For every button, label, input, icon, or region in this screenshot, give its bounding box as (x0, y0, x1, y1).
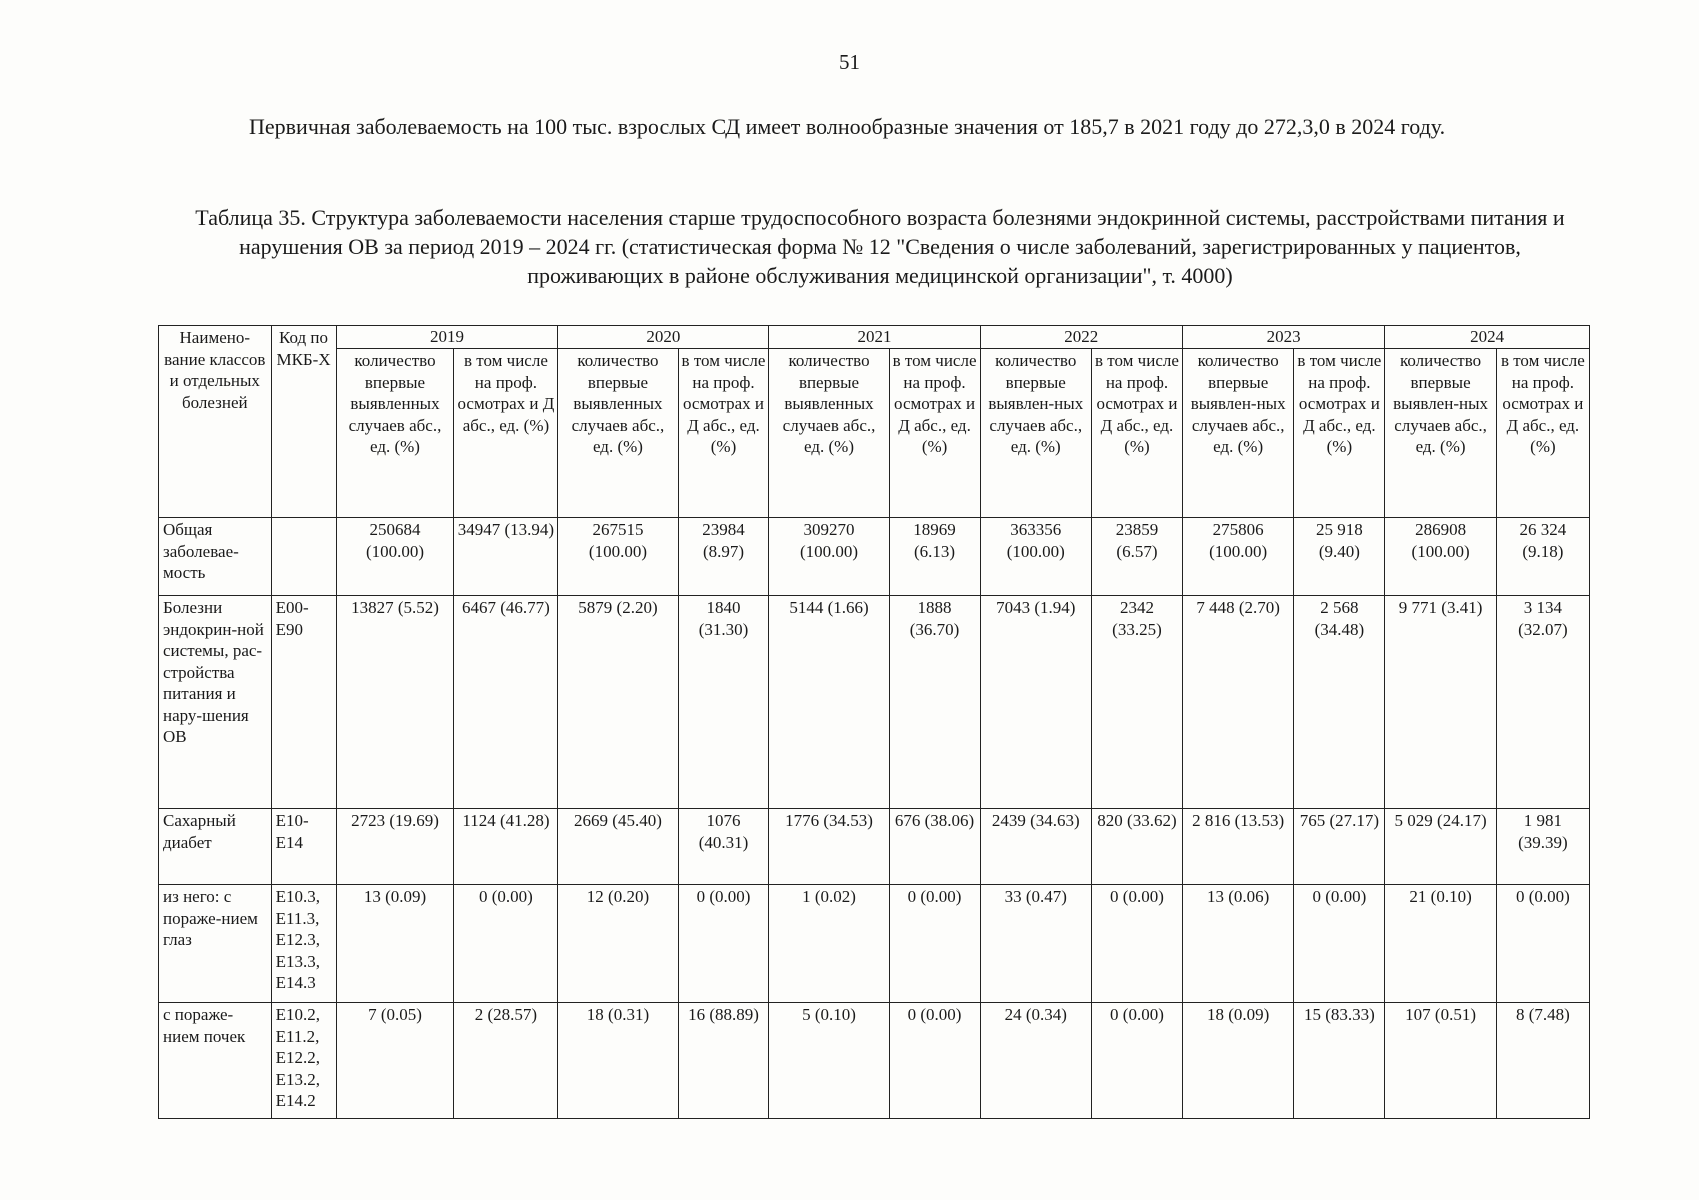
cell: 309270 (100.00) (769, 518, 889, 596)
cell: 1888 (36.70) (889, 596, 980, 809)
cell: 2342 (33.25) (1092, 596, 1183, 809)
header-new-cases: количество впервые выявленных случаев абс., ед. (%) (558, 349, 678, 518)
cell: 0 (0.00) (678, 885, 769, 1003)
morbidity-table (158, 325, 1590, 1119)
table-row (159, 518, 1590, 596)
cell: 8 (7.48) (1496, 1003, 1589, 1119)
cell: 23859 (6.57) (1092, 518, 1183, 596)
row-name: из него: с пораже-нием глаз (159, 885, 272, 1003)
header-checkups: в том числе на проф. осмотрах и Д абс., ед. (%) (454, 349, 558, 518)
row-code: E00-E90 (271, 596, 336, 809)
header-new-cases: количество впервые выявленных случаев абс., ед. (%) (769, 349, 889, 518)
cell: 286908 (100.00) (1385, 518, 1496, 596)
table-caption: Таблица 35. Структура заболеваемости населения старше трудоспособного возраста болезнями эндокринной системы, расстройствами питания и нарушения ОВ за период 2019 – 2024 гг. (статистическая форма № 12 "Сведения о числе заболеваний, зарегистрированных у пациентов, проживающих в районе обслуживания медицинской организации", т. 4000) (195, 205, 1565, 288)
table-row (159, 809, 1590, 885)
cell: 18 (0.09) (1182, 1003, 1293, 1119)
cell: 18969 (6.13) (889, 518, 980, 596)
cell: 7 448 (2.70) (1182, 596, 1293, 809)
cell: 1840 (31.30) (678, 596, 769, 809)
cell: 34947 (13.94) (454, 518, 558, 596)
cell: 1776 (34.53) (769, 809, 889, 885)
cell: 15 (83.33) (1294, 1003, 1385, 1119)
header-new-cases: количество впервые выявленных случаев абс., ед. (%) (336, 349, 454, 518)
cell: 2 568 (34.48) (1294, 596, 1385, 809)
cell: 2439 (34.63) (980, 809, 1091, 885)
header-checkups: в том числе на проф. осмотрах и Д абс., ед. (%) (1496, 349, 1589, 518)
cell: 33 (0.47) (980, 885, 1091, 1003)
header-year: 2022 (980, 326, 1182, 349)
cell: 765 (27.17) (1294, 809, 1385, 885)
row-name: с пораже-нием почек (159, 1003, 272, 1119)
cell: 0 (0.00) (1092, 1003, 1183, 1119)
row-name: Общая заболевае-мость (159, 518, 272, 596)
cell: 5 (0.10) (769, 1003, 889, 1119)
cell: 9 771 (3.41) (1385, 596, 1496, 809)
cell: 0 (0.00) (454, 885, 558, 1003)
table-row (159, 1003, 1590, 1119)
intro-paragraph: Первичная заболеваемость на 100 тыс. взрослых СД имеет волнообразные значения от 185,7 в 2021 году до 272,3,0 в 2024 году. (249, 114, 1446, 139)
cell: 250684 (100.00) (336, 518, 454, 596)
cell: 6467 (46.77) (454, 596, 558, 809)
cell: 13827 (5.52) (336, 596, 454, 809)
cell: 7 (0.05) (336, 1003, 454, 1119)
cell: 2723 (19.69) (336, 809, 454, 885)
cell: 5144 (1.66) (769, 596, 889, 809)
cell: 0 (0.00) (889, 885, 980, 1003)
header-new-cases: количество впервые выявлен-ных случаев абс., ед. (%) (980, 349, 1091, 518)
cell: 16 (88.89) (678, 1003, 769, 1119)
cell: 1076 (40.31) (678, 809, 769, 885)
cell: 7043 (1.94) (980, 596, 1091, 809)
cell: 13 (0.09) (336, 885, 454, 1003)
cell: 13 (0.06) (1182, 885, 1293, 1003)
table-row (159, 596, 1590, 809)
header-year: 2019 (336, 326, 558, 349)
cell: 2 (28.57) (454, 1003, 558, 1119)
cell: 0 (0.00) (889, 1003, 980, 1119)
cell: 1 981 (39.39) (1496, 809, 1589, 885)
row-name: Сахарный диабет (159, 809, 272, 885)
cell: 1 (0.02) (769, 885, 889, 1003)
cell: 24 (0.34) (980, 1003, 1091, 1119)
header-checkups: в том числе на проф. осмотрах и Д абс., ед. (%) (1092, 349, 1183, 518)
cell: 3 134 (32.07) (1496, 596, 1589, 809)
cell: 23984 (8.97) (678, 518, 769, 596)
cell: 2 816 (13.53) (1182, 809, 1293, 885)
header-year: 2020 (558, 326, 769, 349)
cell: 0 (0.00) (1092, 885, 1183, 1003)
cell: 275806 (100.00) (1182, 518, 1293, 596)
row-code: E10.3, E11.3, E12.3, E13.3, E14.3 (271, 885, 336, 1003)
header-code: Код по МКБ-Х (271, 326, 336, 518)
row-code: E10-E14 (271, 809, 336, 885)
header-checkups: в том числе на проф. осмотрах и Д абс., ед. (%) (889, 349, 980, 518)
header-checkups: в том числе на проф. осмотрах и Д абс., ед. (%) (678, 349, 769, 518)
header-year: 2021 (769, 326, 980, 349)
cell: 820 (33.62) (1092, 809, 1183, 885)
row-code (271, 518, 336, 596)
header-name: Наимено-вание классов и отдельных болезней (159, 326, 272, 518)
table-row (159, 885, 1590, 1003)
cell: 267515 (100.00) (558, 518, 678, 596)
cell: 12 (0.20) (558, 885, 678, 1003)
cell: 5 029 (24.17) (1385, 809, 1496, 885)
header-checkups: в том числе на проф. осмотрах и Д абс., ед. (%) (1294, 349, 1385, 518)
page-number: 51 (839, 50, 860, 74)
header-year: 2024 (1385, 326, 1590, 349)
row-code: E10.2, E11.2, E12.2, E13.2, E14.2 (271, 1003, 336, 1119)
cell: 26 324 (9.18) (1496, 518, 1589, 596)
cell: 363356 (100.00) (980, 518, 1091, 596)
cell: 1124 (41.28) (454, 809, 558, 885)
row-name: Болезни эндокрин-ной системы, рас-стройства питания и нару-шения ОВ (159, 596, 272, 809)
cell: 2669 (45.40) (558, 809, 678, 885)
header-new-cases: количество впервые выявлен-ных случаев абс., ед. (%) (1385, 349, 1496, 518)
cell: 676 (38.06) (889, 809, 980, 885)
cell: 18 (0.31) (558, 1003, 678, 1119)
header-new-cases: количество впервые выявлен-ных случаев абс., ед. (%) (1182, 349, 1293, 518)
header-year: 2023 (1182, 326, 1384, 349)
cell: 21 (0.10) (1385, 885, 1496, 1003)
cell: 0 (0.00) (1496, 885, 1589, 1003)
cell: 25 918 (9.40) (1294, 518, 1385, 596)
cell: 107 (0.51) (1385, 1003, 1496, 1119)
cell: 5879 (2.20) (558, 596, 678, 809)
cell: 0 (0.00) (1294, 885, 1385, 1003)
